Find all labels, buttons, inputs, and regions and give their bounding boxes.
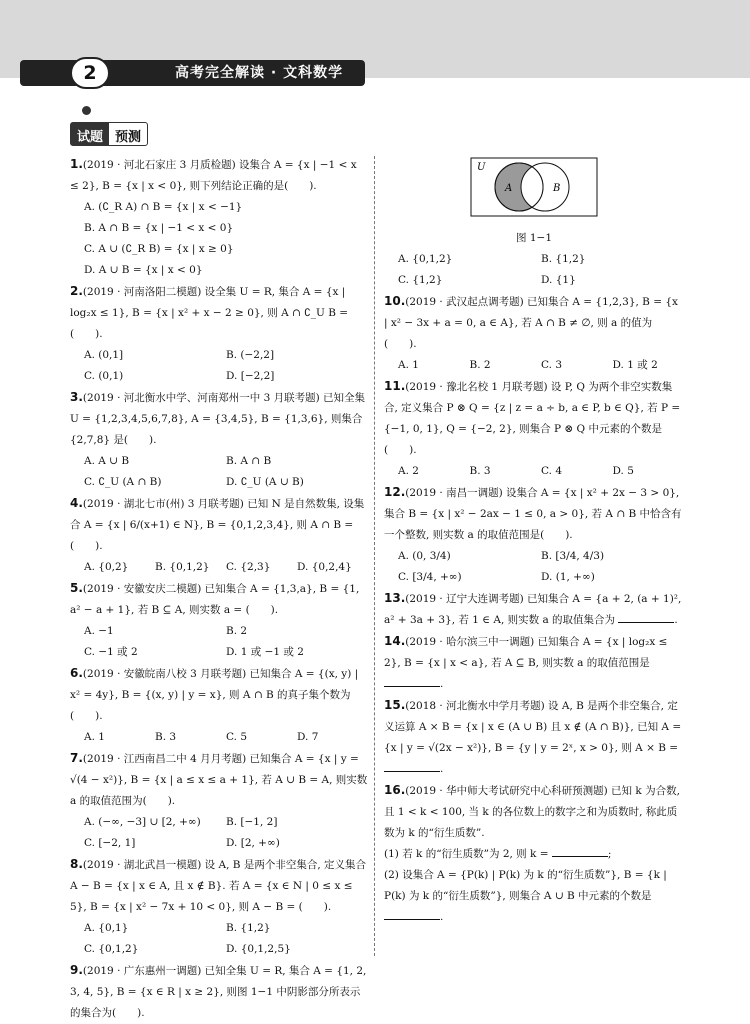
answer-option[interactable]: D. {1} [541,274,576,286]
question-11: 11.(2019 · 豫北名校 1 月联考题) 设 P, Q 为两个非空实数集合, 定义集合 P ⊗ Q = {z | z = a ÷ b, a ∈ P, b ∈ Q}, 若 P = {−1, 0, 1}, Q = {−2, 2}, 则集合 P ⊗ Q 中元素的个数是( ). A. 2 B. 3 C. 4 D. 5 [384,376,684,482]
answer-option[interactable]: A. {0,1,2} [398,253,453,265]
question-12: 12.(2019 · 南昌一调题) 设集合 A = {x | x² + 2x − 3 > 0}, 集合 B = {x | x² − 2ax − 1 ≤ 0, a > 0}, 若 A ∩ B 中恰含有一个整数, 则实数 a 的取值范围是( ). A. (0, 3/4) B. [3/4, 4/3) C. [3/4, +∞) D. (1, +∞) [384,482,684,588]
answer-option[interactable]: D. [2, +∞) [226,837,280,849]
question-14: 14.(2019 · 哈尔滨三中一调题) 已知集合 A = {x | log₂x ≤ 2}, B = {x | x < a}, 若 A ⊆ B, 则实数 a 的取值范围是 . [384,634,668,690]
answer-option[interactable]: A. (0,1] [84,349,124,361]
answer-option[interactable]: C. (0,1) [84,370,124,382]
answer-option[interactable]: C. [−2, 1] [84,837,136,849]
section-tag-b: 预测 [115,130,142,145]
answer-option[interactable]: A. (−∞, −3] ∪ [2, +∞) [84,816,201,828]
mascot-ears-icon [82,100,112,112]
question-8: 8.(2019 · 湖北武昌一模题) 设 A, B 是两个非空集合, 定义集合 A − B = {x | x ∈ A, 且 x ∉ B}. 若 A = {x ∈ N | 0 ≤ x ≤ 5}, B = {x | x² − 7x + 10 < 0}, 则 A − B = ( ). A. {0,1} B. {1,2} C. {0,1,2} D. {0,1,2,5} [70,854,368,960]
answer-option[interactable]: B. {0,1,2} [155,561,210,573]
answer-option[interactable]: A. {0,1} [84,922,129,934]
answer-option[interactable]: D. {0,2,4} [297,561,352,573]
venn-diagram [384,156,684,226]
answer-option[interactable]: C. −1 或 2 [84,646,138,658]
question-3: 3.(2019 · 河北衡水中学、河南郑州一中 3 月联考题) 已知全集 U = {1,2,3,4,5,6,7,8}, A = {3,4,5}, B = {1,3,6}, 则集合 {2,7,8} 是( ). A. A ∪ B B. A ∩ B C. ∁_U (A ∩ B) D. ∁_U (A ∪ B) [70,387,368,493]
section-badge [70,100,220,150]
answer-option[interactable]: A. A ∪ B [84,455,130,467]
venn-label-u: U [477,162,486,173]
figure-caption: 图 1−1 [516,232,552,244]
question-10: 10.(2019 · 武汉起点调考题) 已知集合 A = {1,2,3}, B = {x | x² − 3x + a = 0, a ∈ A}, 若 A ∩ B ≠ ∅, 则 a 的值为( ). A. 1 B. 2 C. 3 D. 1 或 2 [384,291,684,376]
answer-option[interactable]: B. (−2,2] [226,349,275,361]
section-tag-a: 试题 [71,123,109,145]
answer-option[interactable]: D. ∁_U (A ∪ B) [226,476,304,488]
right-column [384,154,684,928]
section-tag [70,122,148,146]
answer-option[interactable]: C. {2,3} [226,561,271,573]
answer-blank[interactable] [384,908,440,920]
answer-option[interactable]: C. 3 [541,359,563,371]
answer-option[interactable]: B. [−1, 2] [226,816,278,828]
question-4: 4.(2019 · 湖北七市(州) 3 月联考题) 已知 N 是自然数集, 设集合 A = {x | 6/(x+1) ∈ N}, B = {0,1,2,3,4}, 则 A ∩ B = ( ). A. {0,2} B. {0,1,2} C. {2,3} D. {0,2,4} [70,493,368,578]
question-6: 6.(2019 · 安徽皖南八校 3 月联考题) 已知集合 A = {(x, y) | x² = 4y}, B = {(x, y) | y = x}, 则 A ∩ B 的真子集个数为( ). A. 1 B. 3 C. 5 D. 7 [70,663,368,748]
answer-option[interactable]: B. A ∩ B [226,455,272,467]
question-7: 7.(2019 · 江西南昌二中 4 月月考题) 已知集合 A = {x | y = √(4 − x²)}, B = {x | a ≤ x ≤ a + 1}, 若 A ∪ B = A, 则实数 a 的取值范围为( ). A. (−∞, −3] ∪ [2, +∞) B. [−1, 2] C. [−2, 1] D. [2, +∞) [70,748,368,854]
answer-option[interactable]: B. 2 [226,625,248,637]
question-2: 2.(2019 · 河南洛阳二模题) 设全集 U = R, 集合 A = {x | log₂x ≤ 1}, B = {x | x² + x − 2 ≥ 0}, 则 A ∩ ∁_U B = ( ). A. (0,1] B. (−2,2] C. (0,1) D. [−2,2] [70,281,368,387]
answer-option[interactable]: B. {1,2} [226,922,271,934]
answer-option[interactable]: A. 1 [84,731,105,743]
venn-label-a: A [505,183,513,194]
answer-option[interactable]: A. (0, 3/4) [398,550,451,562]
answer-option[interactable]: A. {0,2} [84,561,129,573]
question-13: 13.(2019 · 辽宁大连调考题) 已知集合 A = {a + 2, (a + 1)², a² + 3a + 3}, 若 1 ∈ A, 则实数 a 的取值集合为 . [384,591,682,626]
answer-option[interactable]: C. {0,1,2} [84,943,139,955]
answer-option[interactable]: D. 1 或 −1 或 2 [226,646,304,658]
answer-option[interactable]: C. 4 [541,465,563,477]
answer-option[interactable]: D. [−2,2] [226,370,275,382]
page-number: 2 [70,57,110,89]
question-9: 9.(2019 · 广东惠州一调题) 已知全集 U = R, 集合 A = {1, 2, 3, 4, 5}, B = {x ∈ R | x ≥ 2}, 则图 1−1 中阴影部分所表示的集合为( ). [70,963,367,1019]
answer-option[interactable]: C. [3/4, +∞) [398,571,462,583]
answer-option[interactable]: D. 7 [297,731,319,743]
answer-option[interactable]: B. 2 [469,359,491,371]
answer-option[interactable]: D. 1 或 2 [612,359,658,371]
answer-option[interactable]: A. −1 [84,625,114,637]
answer-option[interactable]: A. 1 [398,359,419,371]
answer-option[interactable]: D. 5 [612,465,634,477]
book-title: 高考完全解读 · 文科数学 [175,65,344,81]
column-divider [374,156,375,956]
answer-option[interactable]: B. 3 [469,465,491,477]
answer-option[interactable]: C. ∁_U (A ∩ B) [84,476,162,488]
answer-blank[interactable] [552,845,608,857]
answer-option[interactable]: D. {0,1,2,5} [226,943,291,955]
left-column [70,154,368,1024]
venn-label-b: B [553,183,561,194]
question-9-continued [384,156,684,291]
question-15: 15.(2018 · 河北衡水中学月考题) 设 A, B 是两个非空集合, 定义运算 A × B = {x | x ∈ (A ∪ B) 且 x ∉ (A ∩ B)}, 已知 A = {x | y = √(2x − x²)}, B = {y | y = 2ˣ, x > 0}, 则 A × B = . [384,698,682,775]
answer-option[interactable]: B. {1,2} [541,253,586,265]
question-16: 16.(2019 · 华中师大考试研究中心科研预测题) 已知 k 为合数, 且 1 < k < 100, 当 k 的各位数上的数字之和为质数时, 称此质数为 k 的“衍生质数”. (1) 若 k 的“衍生质数”为 2, 则 k = ; (2) 设集合 A = {P(k) | P(k) 为 k 的“衍生质数”}, B = {k | P(k) 为 k 的“衍生质数”}, 则集合 A ∪ B 中元素的个数是 . [384,783,680,923]
answer-option[interactable]: C. 5 [226,731,248,743]
answer-option[interactable]: D. (1, +∞) [541,571,595,583]
answer-option[interactable]: C. {1,2} [398,274,443,286]
answer-option[interactable]: B. 3 [155,731,177,743]
question-1: 1.(2019 · 河北石家庄 3 月质检题) 设集合 A = {x | −1 < x ≤ 2}, B = {x | x < 0}, 则下列结论正确的是( ). A. (∁_R A) ∩ B = {x | x < −1} B. A ∩ B = {x | −1 < x < 0} C. A ∪ (∁_R B) = {x | x ≥ 0} D. A ∪ B = {x | x < 0} [70,157,357,276]
answer-blank[interactable] [384,760,440,772]
answer-blank[interactable] [384,675,440,687]
answer-blank[interactable] [618,611,674,623]
answer-option[interactable]: B. [3/4, 4/3) [541,550,605,562]
answer-option[interactable]: A. 2 [398,465,419,477]
question-5: 5.(2019 · 安徽安庆二模题) 已知集合 A = {1,3,a}, B = {1, a² − a + 1}, 若 B ⊆ A, 则实数 a = ( ). A. −1 B. 2 C. −1 或 2 D. 1 或 −1 或 2 [70,578,368,663]
